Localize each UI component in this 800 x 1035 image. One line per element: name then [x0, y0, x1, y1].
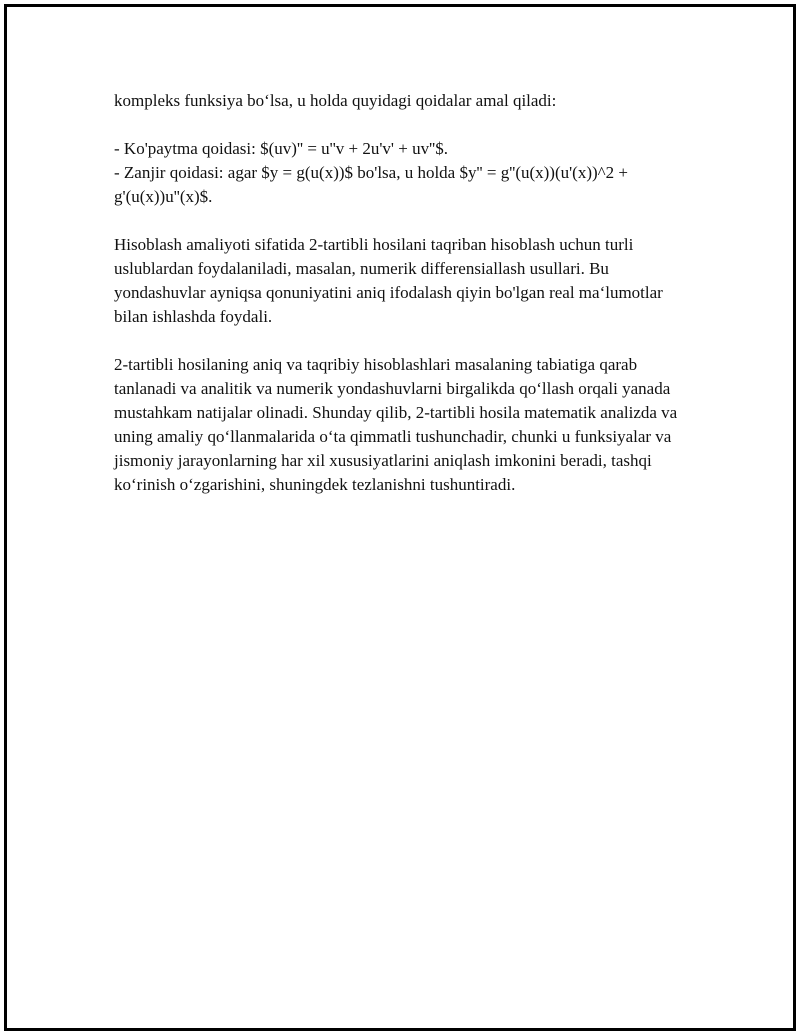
spacer: [114, 113, 694, 137]
spacer: [114, 329, 694, 353]
paragraph-conclusion: 2-tartibli hosilaning aniq va taqribiy hisoblashlari masalaning tabiatiga qarab tanlanadi va analitik va numerik yondashuvlarni birgalikda qo‘llash orqali yanada mustahkam natijalar olinadi. Shunday qilib, 2-tartibli hosila matematik analizda va uning amaliy qo‘llanmalarida o‘ta qimmatli tushunchadir, chunki u funksiyalar va jismoniy jarayonlarning har xil xususiyatlarini aniqlash imkonini beradi, tashqi ko‘rinish o‘zgarishini, shuningdek tezlanishni tushuntiradi.: [114, 355, 678, 494]
paragraph-numeric-methods: Hisoblash amaliyoti sifatida 2-tartibli hosilani taqriban hisoblash uchun turli uslublardan foydalaniladi, masalan, numerik differensiallash usullari. Bu yondashuvlar ayniqsa qonuniyatini aniq ifodalash qiyin bo'lgan real ma‘lumotlar bilan ishlashda foydali.: [114, 235, 663, 326]
rule-chain: - Zanjir qoidasi: agar $y = g(u(x))$ bo'lsa, u holda $y'' = g''(u(x))(u'(x))^2 + g'(u(x))u''(x)$.: [114, 163, 628, 206]
document-body: [114, 89, 694, 497]
intro-line: kompleks funksiya bo‘lsa, u holda quyidagi qoidalar amal qiladi:: [114, 91, 557, 110]
rule-product: - Ko'paytma qoidasi: $(uv)'' = u''v + 2u'v' + uv''$.: [114, 139, 448, 158]
spacer: [114, 209, 694, 233]
